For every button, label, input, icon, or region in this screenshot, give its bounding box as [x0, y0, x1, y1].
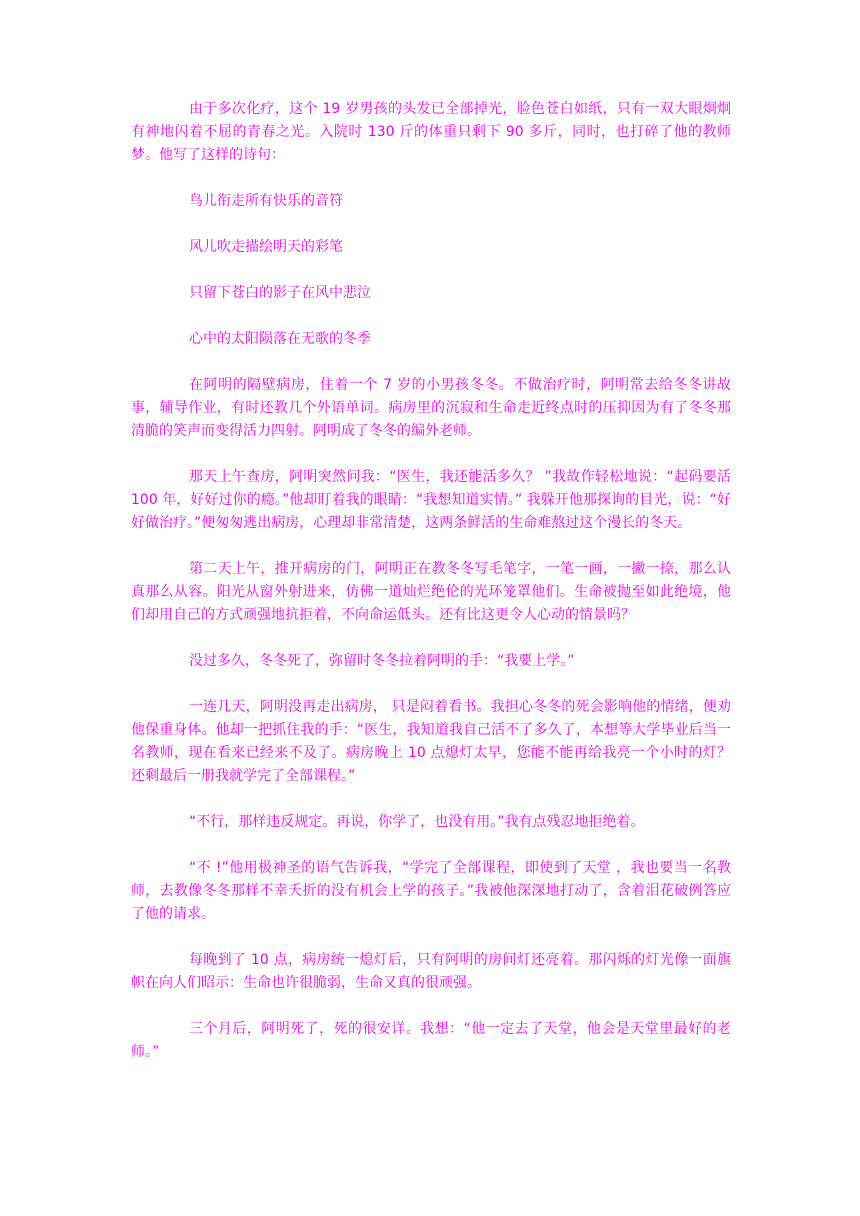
paragraph: “不行，那样违反规定。再说，你学了，也没有用。”我有点残忍地拒绝着。: [189, 814, 645, 830]
paragraph: 那天上午查房，阿明突然问我：“医生，我还能活多久？ ”我故作轻松地说：“起码要活 100 年，好好过你的瘾。”他却盯着我的眼睛：“我想知道实情。” 我躲开他那探询的目光，说：“好好做治疗。”便匆匆逃出病房，心理却非常清楚，这两条鲜活的生命难熬过这个漫长的冬天。: [131, 469, 731, 531]
paragraph: 第二天上午，推开病房的门，阿明正在教冬冬写毛笔字，一笔一画，一撇一捺，那么认真那么从容。阳光从窗外射进来，仿佛一道灿烂绝伦的光环笼罩他们。生命被抛至如此绝境，他们却用自己的方式顽强地抗拒着，不向命运低头。还有比这更令人心动的情景吗？: [131, 561, 731, 623]
paragraph: 没过多久，冬冬死了，弥留时冬冬拉着阿明的手：“我要上学。”: [189, 653, 575, 669]
poem-line: 鸟儿衔走所有快乐的音符: [189, 193, 343, 209]
document-body: [131, 98, 731, 1064]
paragraph: 一连几天，阿明没再走出病房， 只是闷着看书。我担心冬冬的死会影响他的情绪，便劝他保重身体。他却一把抓住我的手：“医生，我知道我自己活不了多久了，本想等大学毕业后当一名教师，现在看来已经来不及了。病房晚上 10 点熄灯太早，您能不能再给我亮一个小时的灯？还剩最后一册我就学完了全部课程。”: [131, 699, 731, 784]
poem-line: 心中的太阳陨落在无歌的冬季: [189, 331, 371, 347]
paragraph: 由于多次化疗，这个 19 岁男孩的头发已全部掉光，脸色苍白如纸，只有一双大眼炯炯有神地闪着不屈的青春之光。入院时 130 斤的体重只剩下 90 多斤，同时，也打碎了他的教师梦。他写了这样的诗句：: [131, 101, 731, 163]
paragraph: “不 !”他用极神圣的语气告诉我，“学完了全部课程，即使到了天堂 ，我也要当一名教师，去教像冬冬那样不幸夭折的没有机会上学的孩子。”我被他深深地打动了，含着泪花破例答应了他的请求。: [131, 860, 731, 922]
poem-line: 只留下苍白的影子在风中悲泣: [189, 285, 371, 301]
paragraph: 每晚到了 10 点，病房统一熄灯后，只有阿明的房间灯还亮着。那闪烁的灯光像一面旗帜在向人们昭示：生命也许很脆弱，生命又真的很顽强。: [131, 952, 731, 991]
poem-line: 风儿吹走描绘明天的彩笔: [189, 239, 343, 255]
paragraph: 三个月后，阿明死了，死的很安详。我想：“他一定去了天堂，他会是天堂里最好的老师。”: [131, 1021, 731, 1060]
paragraph: 在阿明的隔壁病房，住着一个 7 岁的小男孩冬冬。不做治疗时，阿明常去给冬冬讲故事，辅导作业，有时还教几个外语单词。病房里的沉寂和生命走近终点时的压抑因为有了冬冬那清脆的笑声而变得活力四射。阿明成了冬冬的编外老师。: [131, 377, 731, 439]
